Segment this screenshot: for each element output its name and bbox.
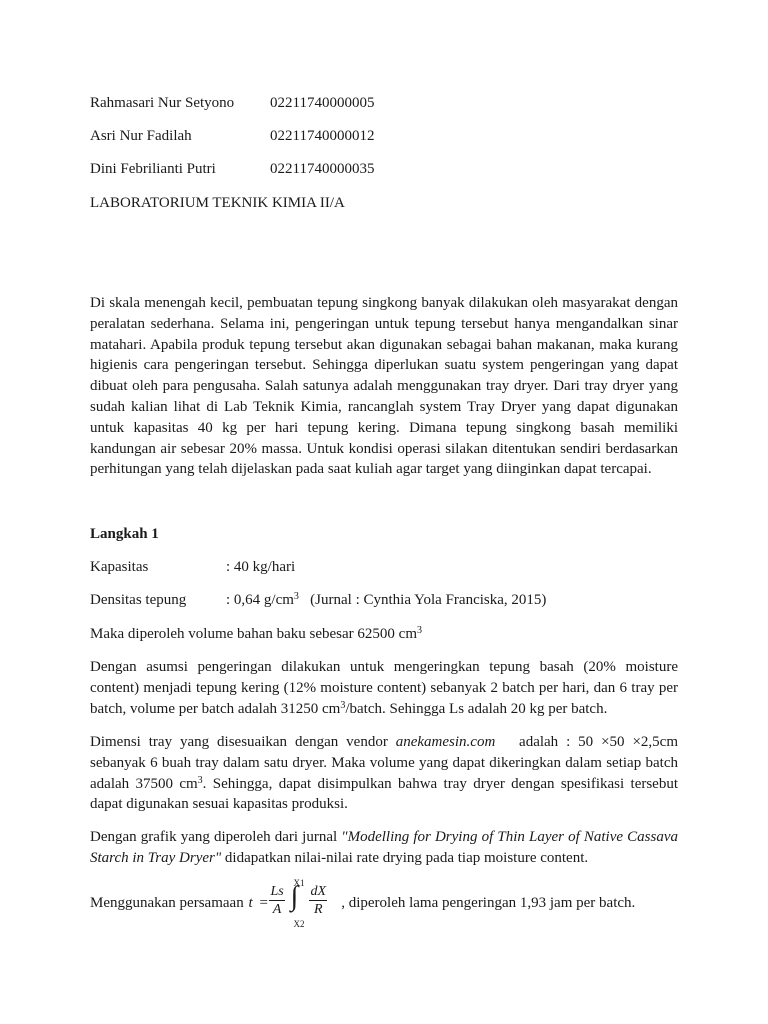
kapasitas-label: Kapasitas: [90, 559, 149, 575]
grafik-paragraph: [90, 827, 678, 869]
densitas-label: Densitas tepung: [90, 592, 187, 608]
asumsi-text-1: Dengan asumsi pengeringan dilakukan untuk mengeringkan tepung basah (20% moisture content) menjadi tepung kering (12% moisture content) sebanyak 2 batch per hari, dan 6 tray per batch, volume per batch adalah 31250 cm: [90, 659, 678, 717]
fraction-denominator: R: [313, 902, 323, 917]
equation-suffix: , diperoleh lama pengeringan 1,93 jam per batch.: [337, 895, 636, 911]
author-id: 02211740000035: [270, 161, 375, 177]
kapasitas-value: : 40 kg/hari: [226, 559, 296, 575]
drying-time-equation: [247, 878, 337, 929]
lab-title: LABORATORIUM TEKNIK KIMIA II/A: [90, 195, 345, 211]
dimensi-text-3: . Sehingga, dapat disimpulkan bahwa tray dryer dengan spesifikasi tersebut dapat digunakan sesuai kapasitas produksi.: [90, 775, 679, 813]
author-id: 02211740000012: [270, 128, 375, 144]
asumsi-unit-exponent: 3: [340, 699, 346, 711]
asumsi-paragraph: [90, 657, 678, 719]
fraction-dx-over-r: [309, 883, 327, 918]
volume-row: [90, 624, 422, 644]
equation-line: [90, 878, 636, 929]
fraction-numerator: dX: [310, 884, 327, 899]
volume-text: Maka diperoleh volume bahan baku sebesar 62500 cm: [90, 626, 417, 642]
author-name: Asri Nur Fadilah: [90, 128, 192, 144]
step-heading: Langkah 1: [90, 526, 159, 542]
author-name: Dini Febrilianti Putri: [90, 161, 216, 177]
densitas-reference: (Jurnal : Cynthia Yola Franciska, 2015): [298, 592, 547, 608]
dimensi-text-2: adalah : 50 ×50 ×2,5cm sebanyak 6 buah tray dalam satu dryer. Maka volume yang dapat dikeringkan dalam setiap batch adalah 37500 cm: [90, 734, 682, 792]
equation-t: t: [248, 895, 253, 911]
integral-upper-limit: X1: [293, 878, 305, 888]
author-name: Rahmasari Nur Setyono: [90, 95, 235, 111]
dimensi-paragraph: [90, 732, 682, 815]
densitas-value-group: [226, 590, 546, 610]
dimensi-text-1: Dimensi tray yang disesuaikan dengan vendor: [90, 734, 396, 750]
equation-prefix: Menggunakan persamaan: [90, 895, 248, 911]
vendor-name: anekamesin.com: [395, 734, 496, 750]
intro-paragraph: Di skala menengah kecil, pembuatan tepung singkong banyak dilakukan oleh masyarakat dengan peralatan sederhana. Selama ini, pengeringan untuk tepung tersebut hanya mengandalkan sinar matahari. Apabila produk tepung tersebut akan digunakan sebagai bahan makanan, maka kurang higienis cara pengeringan tersebut. Sehingga diperlukan suatu system pengeringan yang dapat dibuat oleh para pengusaha. Salah satunya adalah menggunakan tray dryer. Dari tray dryer yang sudah kalian lihat di Lab Teknik Kimia, rancanglah system Tray Dryer yang dapat digunakan untuk kapasitas 40 kg per hari tepung kering. Dimana tepung singkong basah memiliki kandungan air sebesar 20% massa. Untuk kondisi operasi silakan ditentukan sendiri berdasarkan perhitungan yang telah dijelaskan pada saat kuliah agar target yang diinginkan dapat tercapai.: [90, 295, 678, 478]
journal-title: "Modelling for Drying of Thin Layer of Native Cassava Starch in Tray Dryer": [90, 829, 678, 866]
volume-unit-exponent: 3: [416, 625, 422, 636]
grafik-text-1: Dengan grafik yang diperoleh dari jurnal: [90, 829, 342, 845]
asumsi-text-2: /batch. Sehingga Ls adalah 20 kg per batch.: [345, 700, 608, 717]
integral-sign: ∫: [290, 881, 299, 912]
author-id: 02211740000005: [270, 95, 375, 111]
integral-lower-limit: X2: [293, 919, 305, 929]
fraction-denominator: A: [272, 902, 282, 917]
grafik-text-2: didapatkan nilai-nilai rate drying pada tiap moisture content.: [221, 849, 589, 866]
densitas-value: : 0,64 g/cm: [226, 592, 294, 608]
fraction-numerator: Ls: [270, 884, 284, 899]
densitas-unit-exponent: 3: [293, 591, 299, 602]
dimensi-unit-exponent: 3: [197, 774, 203, 786]
fraction-ls-over-a: [269, 883, 284, 918]
equation-equals: =: [259, 895, 268, 911]
